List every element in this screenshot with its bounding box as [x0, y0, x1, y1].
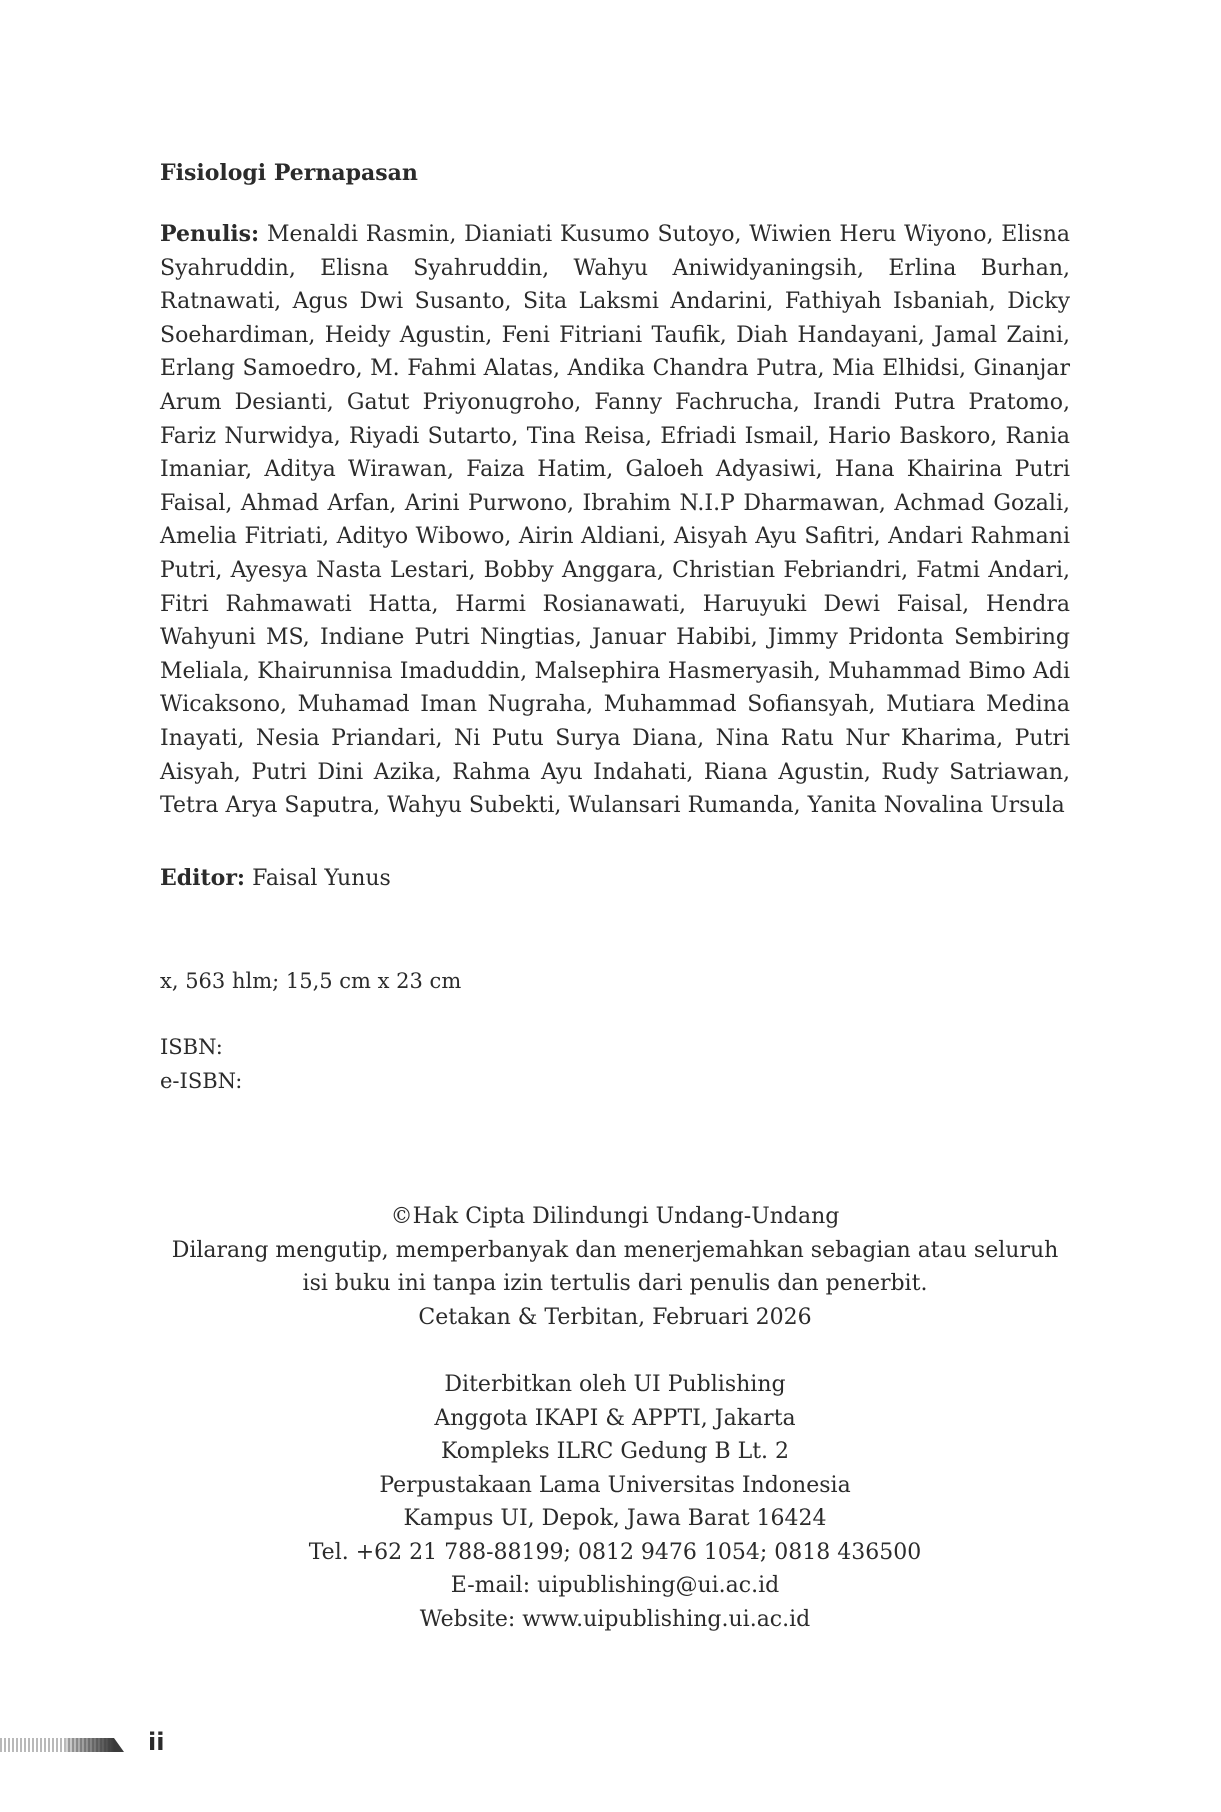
copyright-line-2: Dilarang mengutip, memperbanyak dan menerjemahkan sebagian atau seluruh — [171, 1237, 1059, 1263]
publisher-line-2: Anggota IKAPI & APPTI, Jakarta — [434, 1405, 796, 1431]
authors-label: Penulis: — [160, 221, 260, 247]
authors-paragraph — [160, 218, 1070, 823]
imprint-details — [160, 156, 1070, 1098]
publisher-line-1: Diterbitkan oleh UI Publishing — [444, 1372, 786, 1397]
editor-label: Editor: — [160, 864, 246, 891]
book-title: Fisiologi Pernapasan — [160, 160, 418, 186]
copyright-line-1: ©Hak Cipta Dilindungi Undang-Undang — [390, 1204, 840, 1229]
editor-line — [160, 861, 1070, 896]
publisher-website: Website: www.uipublishing.ui.ac.id — [419, 1606, 811, 1632]
copyright-line-3: isi buku ini tanpa izin tertulis dari penulis dan penerbit. — [302, 1271, 928, 1296]
isbn-block — [160, 1030, 1070, 1098]
publisher-info — [160, 1368, 1070, 1636]
copyright-line-4: Cetakan & Terbitan, Februari 2026 — [418, 1304, 812, 1330]
footer-arrow-icon — [114, 1738, 124, 1752]
publisher-phone: Tel. +62 21 788-88199; 0812 9476 1054; 0818 436500 — [308, 1539, 922, 1565]
footer-bar-gradient — [66, 1738, 114, 1752]
publisher-line-4: Perpustakaan Lama Universitas Indonesia — [379, 1472, 851, 1498]
authors-list: Menaldi Rasmin, Dianiati Kusumo Sutoyo, Wiwien Heru Wiyono, Elisna Syahruddin, Elisna Syahruddin, Wahyu Aniwidyaningsih, Erlina Burhan, Ratnawati, Agus Dwi Susanto, Sita Laksmi Andarini, Fathiyah Isbaniah, Dicky Soehardiman, Heidy Agustin, Feni Fitriani Taufik, Diah Handayani, Jamal Zaini, Erlang Samoedro, M. Fahmi Alatas, Andika Chandra Putra, Mia Elhidsi, Ginanjar Arum Desianti, Gatut Priyonugroho, Fanny Fachrucha, Irandi Putra Pratomo, Fariz Nurwidya, Riyadi Sutarto, Tina Reisa, Efriadi Ismail, Hario Baskoro, Rania Imaniar, Aditya Wirawan, Faiza Hatim, Galoeh Adyasiwi, Hana Khairina Putri Faisal, Ahmad Arfan, Arini Purwono, Ibrahim N.I.P Dharmawan, Achmad Gozali, Amelia Fitriati, Adityo Wibowo, Airin Aldiani, Aisyah Ayu Safitri, Andari Rahmani Putri, Ayesya Nasta Lestari, Bobby Anggara, Christian Febriandri, Fatmi Andari, Fitri Rahmawati Hatta, Harmi Rosianawati, Haruyuki Dewi Faisal, Hendra Wahyuni MS, Indiane Putri Ningtias, Januar Habibi, Jimmy Pridonta Sembiring Meliala, Khairunnisa Imaduddin, Malsephira Hasmeryasih, Muhammad Bimo Adi Wicaksono, Muhamad Iman Nugraha, Muhammad Sofiansyah, Mutiara Medina Inayati, Nesia Priandari, Ni Putu Surya Diana, Nina Ratu Nur Kharima, Putri Aisyah, Putri Dini Azika, Rahma Ayu Indahati, Riana Agustin, Rudy Satriawan, Tetra Arya Saputra, Wahyu Subekti, Wulansari Rumanda, Yanita Novalina Ursula — [160, 222, 1070, 819]
page-number: ii — [148, 1728, 165, 1756]
page-footer-marker — [0, 1734, 150, 1756]
copyright-notice — [160, 1200, 1070, 1334]
publisher-line-3: Kompleks ILRC Gedung B Lt. 2 — [440, 1439, 790, 1464]
isbn-label: ISBN: — [160, 1034, 223, 1059]
book-specs: x, 563 hlm; 15,5 cm x 23 cm — [160, 968, 462, 993]
editor-name: Faisal Yunus — [252, 865, 391, 891]
publisher-email: E-mail: uipublishing@ui.ac.id — [450, 1573, 780, 1598]
publisher-line-5: Kampus UI, Depok, Jawa Barat 16424 — [403, 1506, 827, 1531]
eisbn-label: e-ISBN: — [160, 1068, 243, 1093]
